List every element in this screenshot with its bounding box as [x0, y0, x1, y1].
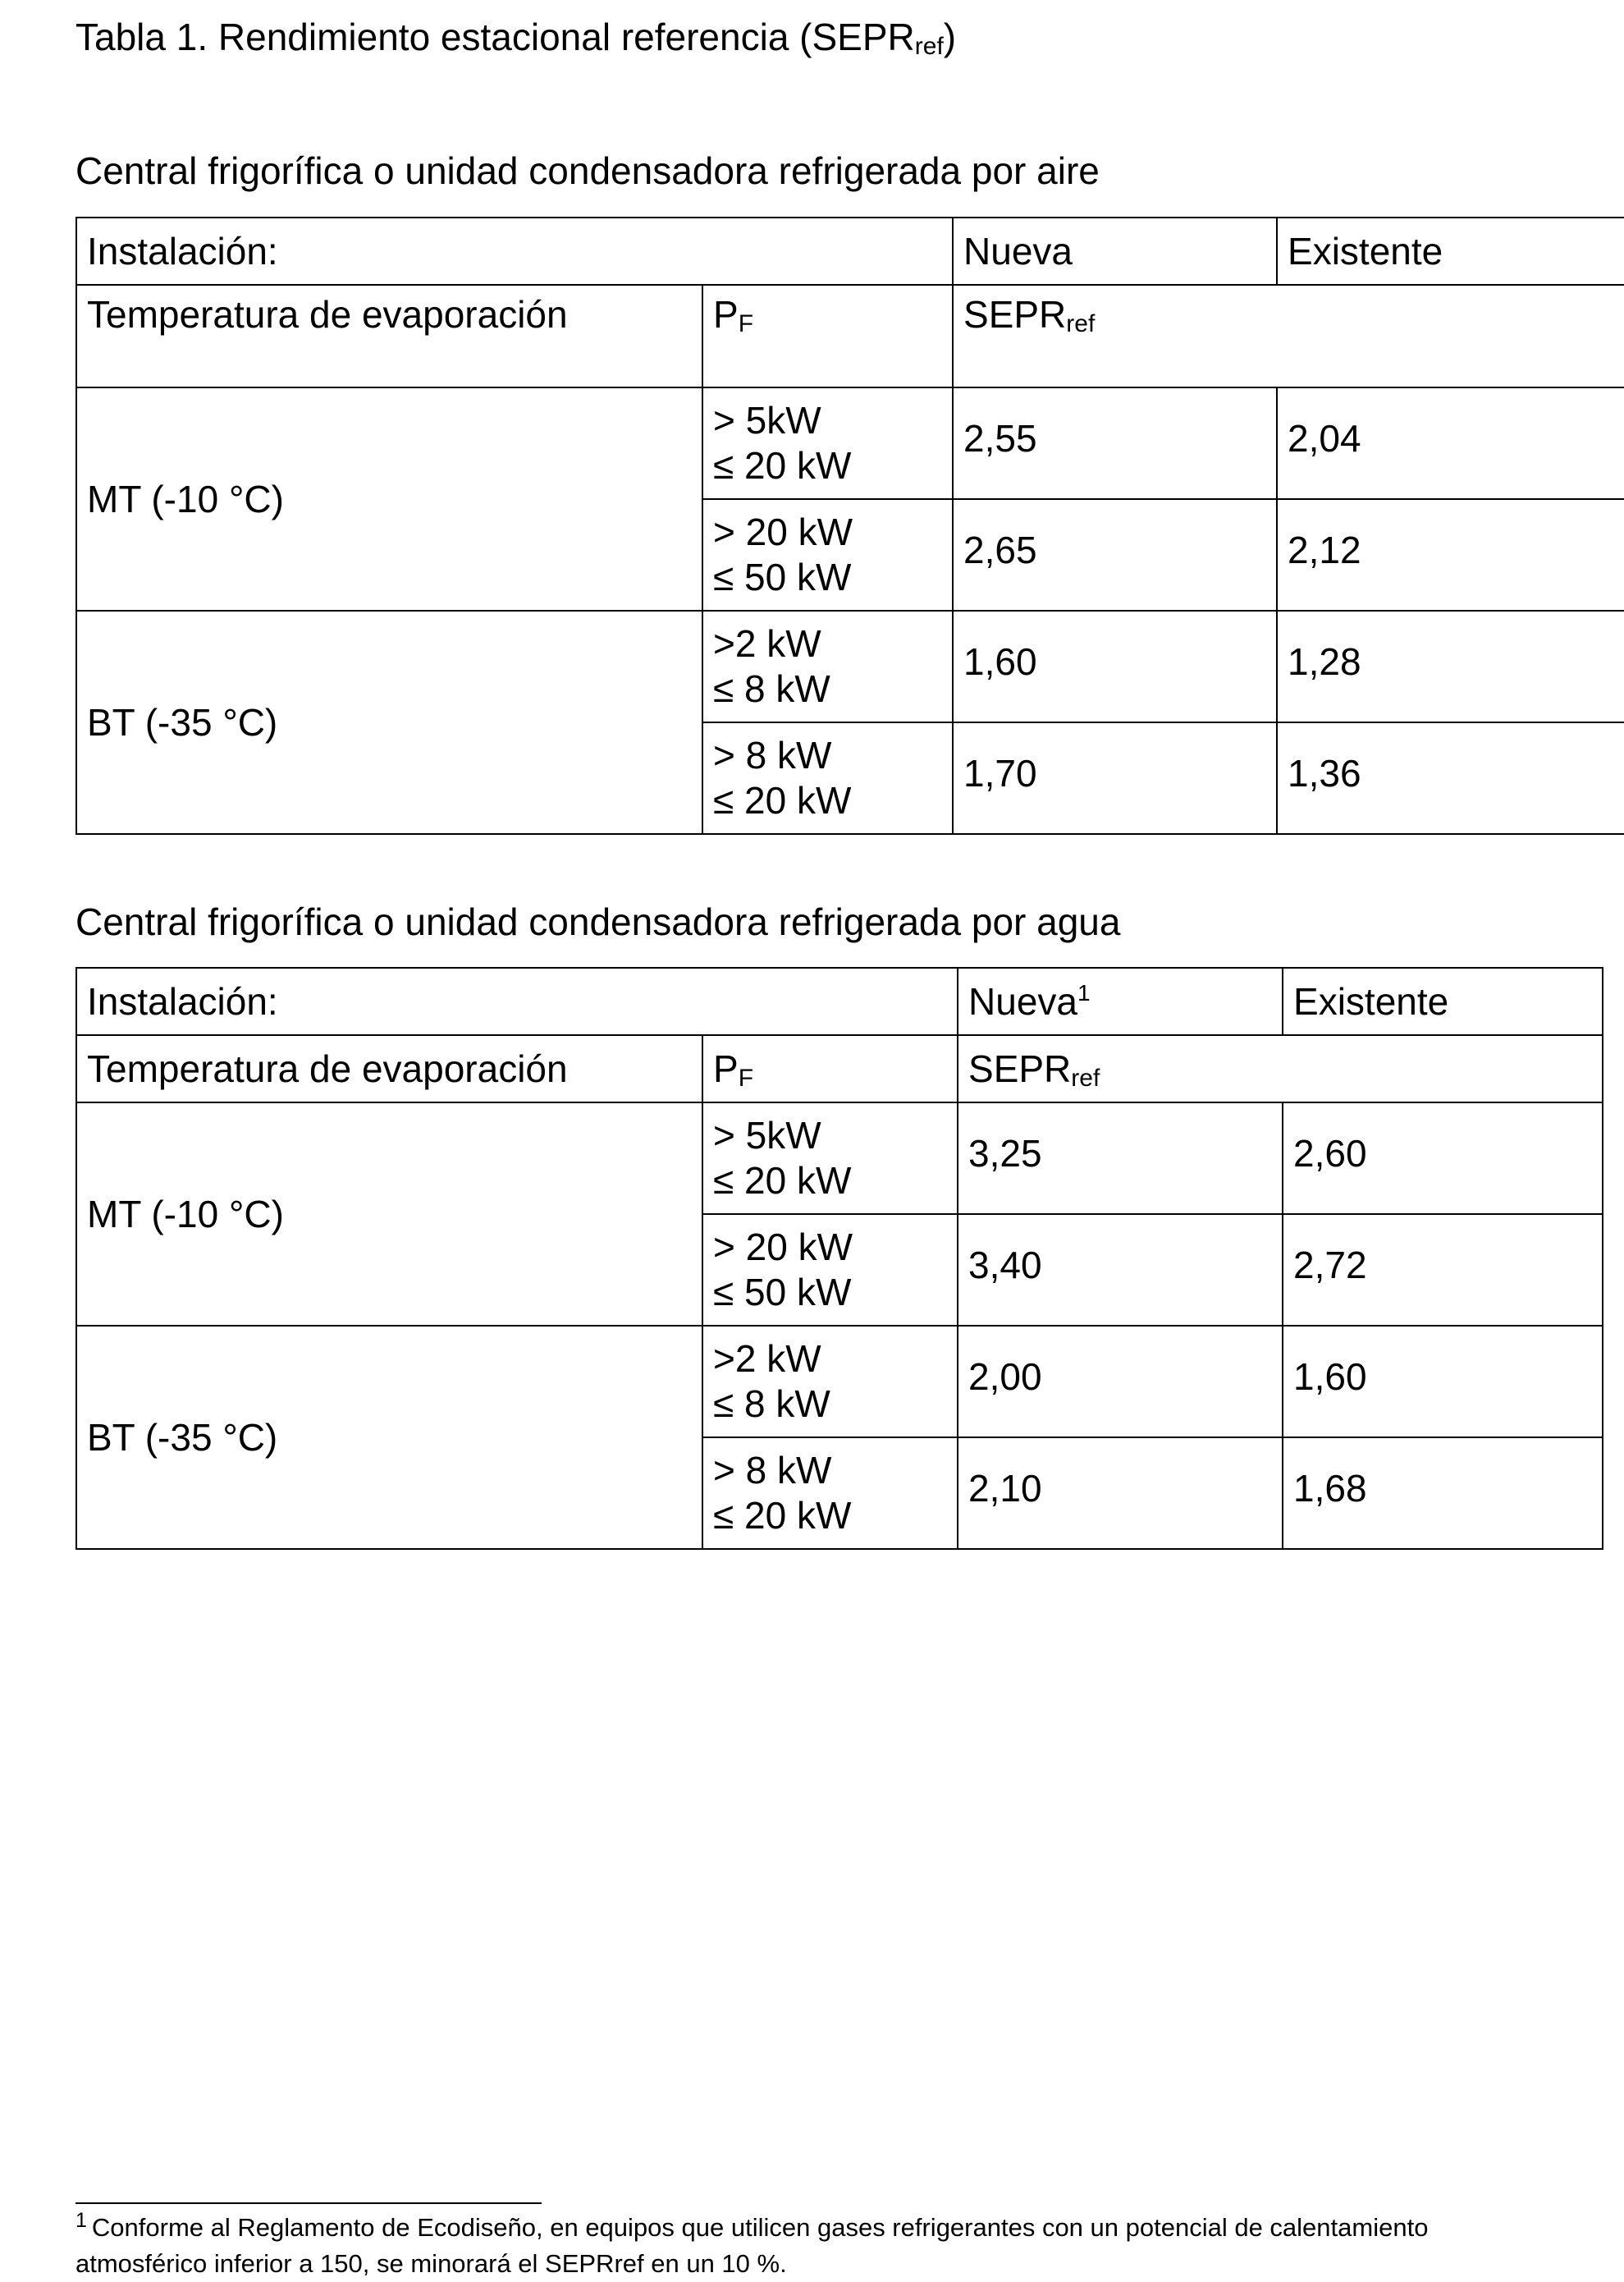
- pf-range-cell: [702, 722, 953, 834]
- pf-range-cell: [702, 1214, 958, 1326]
- footnote: [75, 2210, 1553, 2282]
- pf-range-cell: [702, 1437, 958, 1549]
- section-title-aire: Central frigorífica o unidad condensadora refrigerada por aire: [75, 149, 1100, 192]
- existente-value: 2,60: [1283, 1102, 1603, 1214]
- sepr-subscript: ref: [1066, 310, 1096, 337]
- nueva-footnote-mark: 1: [1077, 979, 1091, 1006]
- table-row: [76, 1035, 1603, 1102]
- table-row: [76, 1102, 1603, 1214]
- temperature-header: Temperatura de evaporación: [76, 1035, 702, 1102]
- nueva-value: 1,70: [953, 722, 1277, 834]
- temperature-cell: BT (-35 °C): [76, 611, 702, 834]
- pf-range-cell: [702, 611, 953, 722]
- pf-range-min: > 5kW: [713, 1114, 821, 1157]
- pf-header: [702, 285, 953, 387]
- pf-range-min: >2 kW: [713, 622, 821, 665]
- footnote-mark: 1: [75, 2209, 87, 2232]
- nueva-header: [953, 218, 1277, 285]
- pf-range-max: ≤ 20 kW: [713, 1494, 852, 1537]
- sepr-table-aire: [75, 217, 1624, 835]
- pf-subscript: F: [738, 1064, 754, 1092]
- footnote-text: Conforme al Reglamento de Ecodiseño, en equipos que utilicen gases refrigerantes con un potencial de calentamiento atmosférico inferior a 150, se minorará el SEPRref en un 10 %.: [75, 2213, 1429, 2278]
- existente-value: 1,60: [1283, 1326, 1603, 1437]
- pf-header: [702, 1035, 958, 1102]
- table-row: [76, 1326, 1603, 1437]
- nueva-value: 1,60: [953, 611, 1277, 722]
- temperature-cell: MT (-10 °C): [76, 1102, 702, 1326]
- nueva-label: Nueva: [968, 979, 1077, 1023]
- pf-range-max: ≤ 8 kW: [713, 1382, 830, 1425]
- table-caption-subscript: ref: [914, 33, 944, 60]
- table-row: [76, 285, 1624, 387]
- sepr-label: SEPR: [968, 1047, 1072, 1090]
- table-caption-close: ): [943, 16, 957, 58]
- pf-range-cell: [702, 1102, 958, 1214]
- table-caption-text: Tabla 1. Rendimiento estacional referencia (SEPR: [75, 16, 915, 58]
- sepr-table-agua: [75, 967, 1603, 1550]
- temperature-cell: BT (-35 °C): [76, 1326, 702, 1549]
- pf-label: P: [713, 1047, 739, 1090]
- existente-value: 1,28: [1277, 611, 1624, 722]
- pf-range-cell: [702, 499, 953, 611]
- sepr-header: [958, 1035, 1603, 1102]
- pf-range-min: > 8 kW: [713, 1449, 832, 1492]
- existente-value: 2,12: [1277, 499, 1624, 611]
- nueva-value: 2,00: [958, 1326, 1283, 1437]
- table-row: [76, 218, 1624, 285]
- table-row: [76, 611, 1624, 722]
- pf-range-min: > 20 kW: [713, 1226, 853, 1268]
- instalacion-label: Instalación:: [76, 968, 958, 1035]
- footnote-separator: [75, 2202, 542, 2204]
- pf-range-max: ≤ 20 kW: [713, 779, 852, 822]
- existente-header: Existente: [1277, 218, 1624, 285]
- pf-range-max: ≤ 50 kW: [713, 1271, 852, 1313]
- nueva-value: 2,65: [953, 499, 1277, 611]
- pf-range-max: ≤ 8 kW: [713, 667, 830, 710]
- pf-range-min: > 8 kW: [713, 734, 832, 777]
- pf-range-max: ≤ 20 kW: [713, 1159, 852, 1202]
- pf-label: P: [713, 293, 739, 336]
- instalacion-label: Instalación:: [76, 218, 953, 285]
- pf-subscript: F: [738, 310, 754, 337]
- pf-range-max: ≤ 50 kW: [713, 556, 852, 598]
- nueva-value: 3,25: [958, 1102, 1283, 1214]
- existente-value: 2,72: [1283, 1214, 1603, 1326]
- pf-range-min: >2 kW: [713, 1337, 821, 1380]
- pf-range-cell: [702, 1326, 958, 1437]
- table-caption: [75, 11, 956, 62]
- nueva-value: 2,10: [958, 1437, 1283, 1549]
- existente-header: Existente: [1283, 968, 1603, 1035]
- table-row: [76, 387, 1624, 499]
- pf-range-cell: [702, 387, 953, 499]
- existente-value: 1,68: [1283, 1437, 1603, 1549]
- sepr-header: [953, 285, 1624, 387]
- pf-range-min: > 5kW: [713, 399, 821, 442]
- table-row: [76, 968, 1603, 1035]
- temperature-cell: MT (-10 °C): [76, 387, 702, 611]
- sepr-label: SEPR: [963, 293, 1067, 336]
- pf-range-max: ≤ 20 kW: [713, 444, 852, 487]
- existente-value: 1,36: [1277, 722, 1624, 834]
- temperature-header: Temperatura de evaporación: [76, 285, 702, 387]
- nueva-header: [958, 968, 1283, 1035]
- sepr-subscript: ref: [1071, 1064, 1100, 1092]
- nueva-value: 3,40: [958, 1214, 1283, 1326]
- pf-range-min: > 20 kW: [713, 511, 853, 553]
- nueva-value: 2,55: [953, 387, 1277, 499]
- nueva-label: Nueva: [963, 229, 1073, 273]
- existente-value: 2,04: [1277, 387, 1624, 499]
- section-title-agua: Central frigorífica o unidad condensadora refrigerada por agua: [75, 900, 1121, 943]
